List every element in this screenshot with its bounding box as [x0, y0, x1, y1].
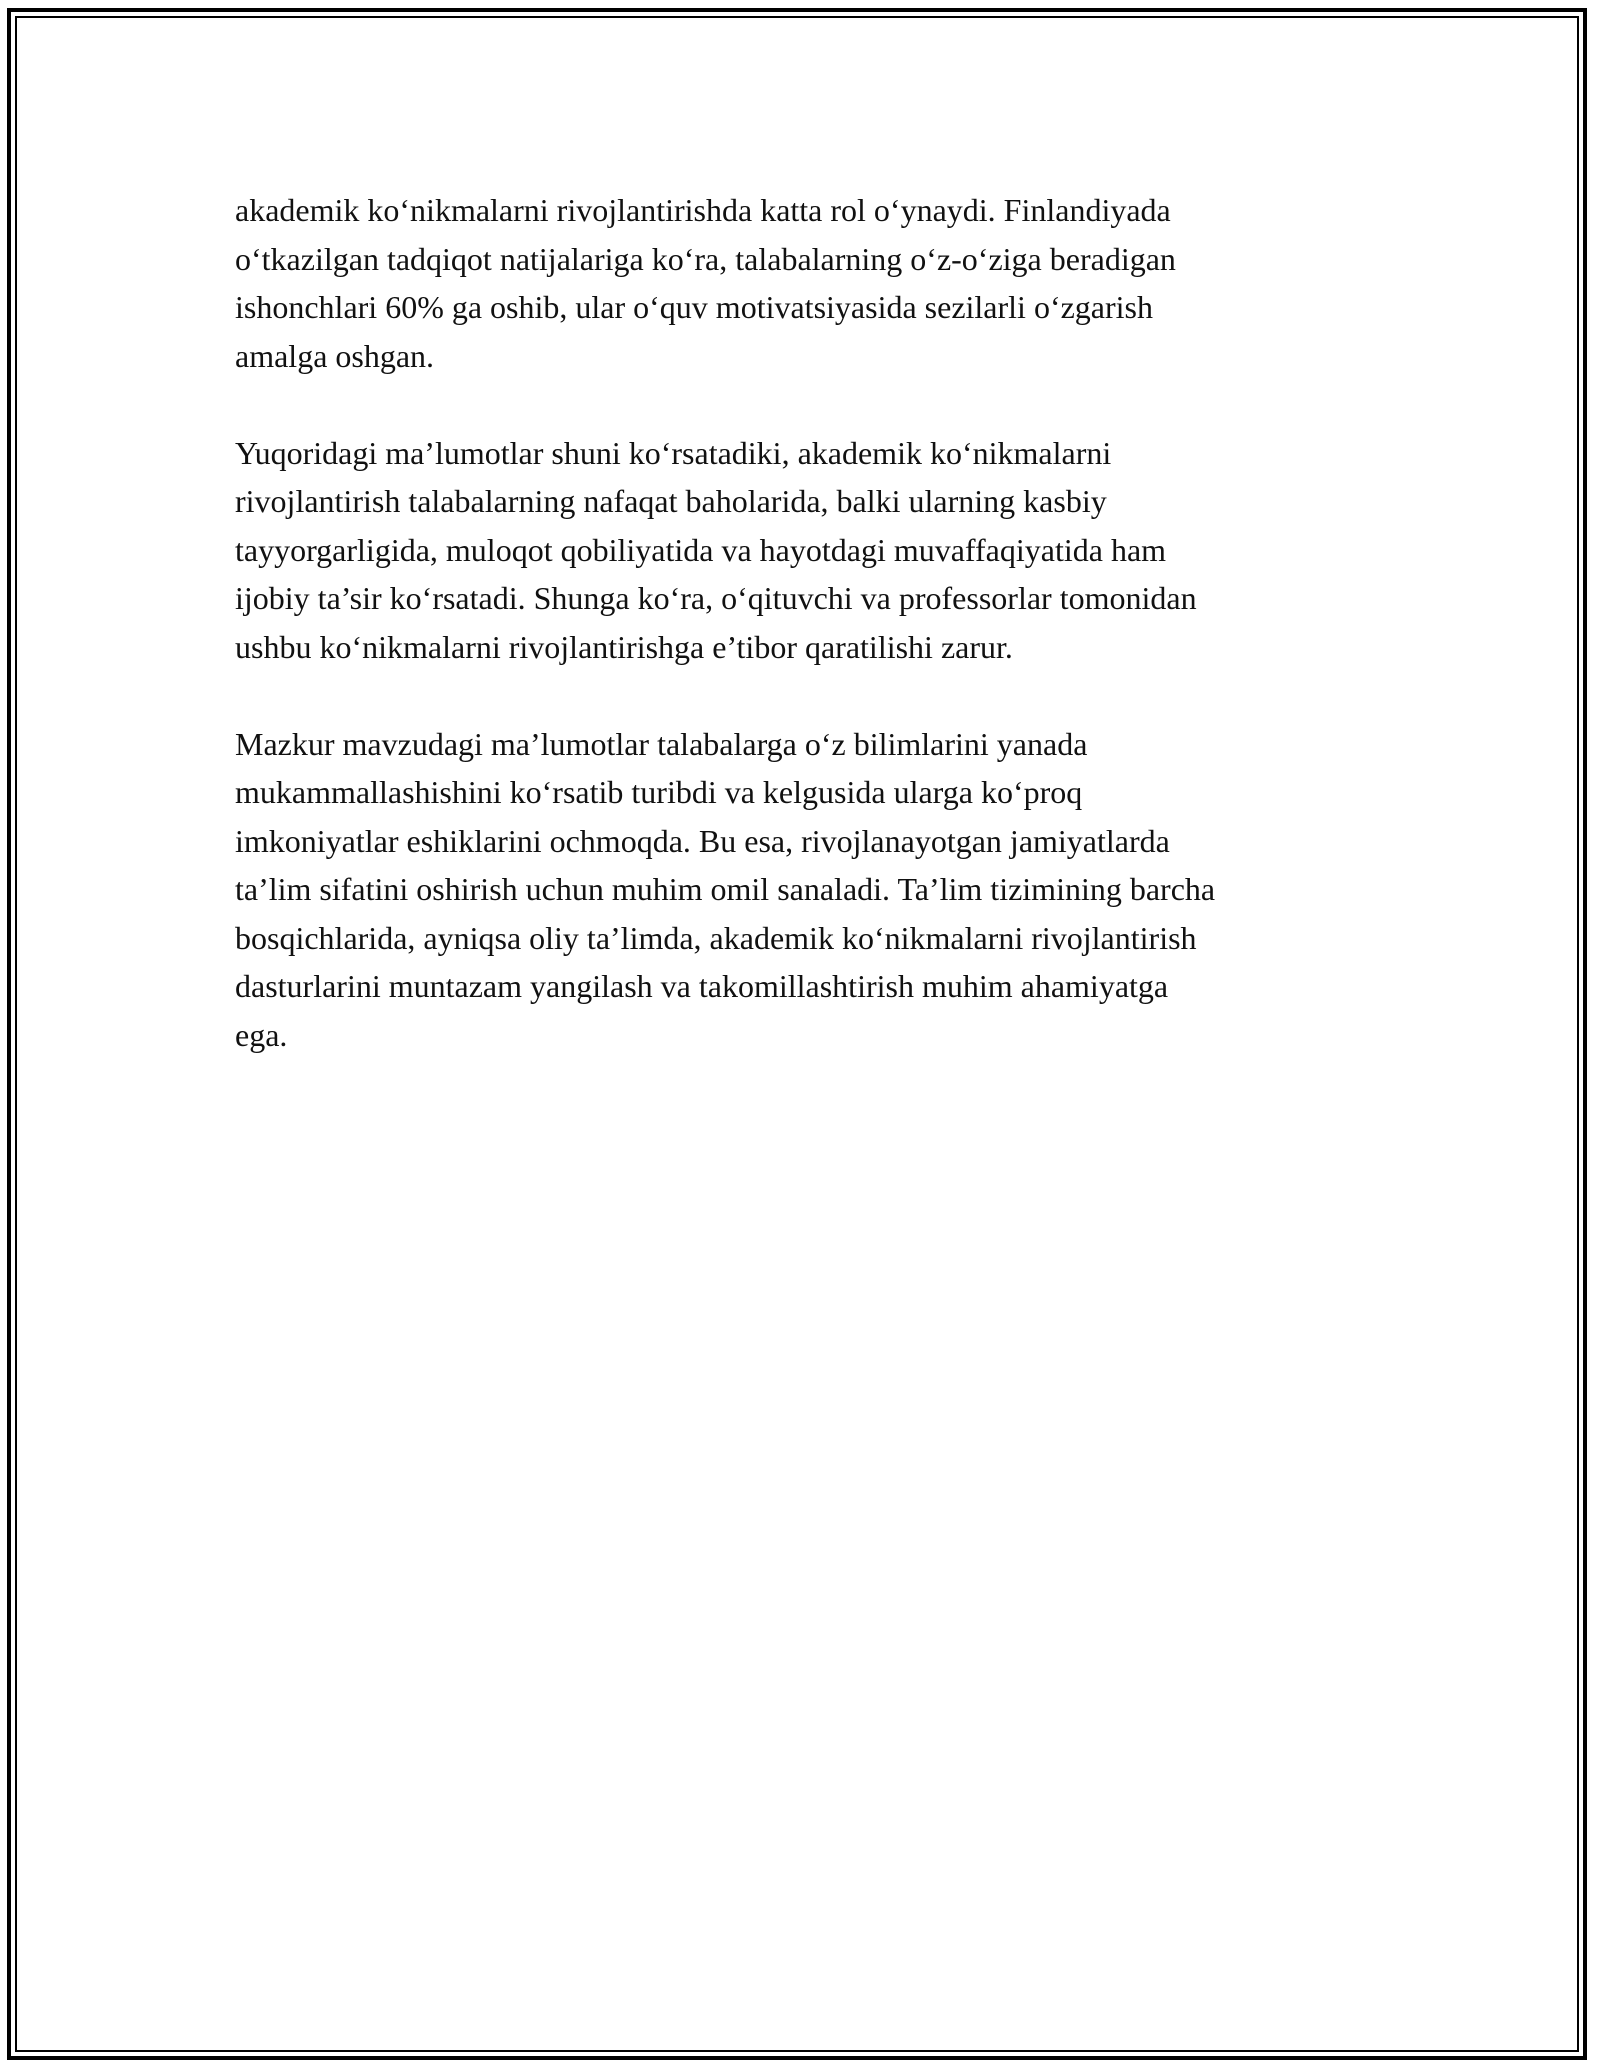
text-line: ishonchlari 60% ga oshib, ular o‘quv motivatsiyasida sezilarli o‘zgarish	[235, 289, 1153, 325]
text-line: imkoniyatlar eshiklarini ochmoqda. Bu esa, rivojlanayotgan jamiyatlarda	[235, 822, 1170, 859]
text-line: ijobiy ta’sir ko‘rsatadi. Shunga ko‘ra, o‘qituvchi va professorlar tomonidan	[235, 580, 1197, 616]
text-line: Mazkur mavzudagi ma’lumotlar talabalarga o‘z bilimlarini yanada	[235, 725, 1088, 762]
text-line: mukammallashishini ko‘rsatib turibdi va kelgusida ularga ko‘proq	[235, 774, 1083, 810]
paragraph-2	[235, 429, 1375, 672]
text-line: o‘tkazilgan tadqiqot natijalariga ko‘ra, talabalarning o‘z-o‘ziga beradigan	[235, 240, 1176, 277]
text-line: bosqichlarida, ayniqsa oliy ta’limda, akademik ko‘nikmalarni rivojlantirish	[235, 919, 1197, 956]
text-line: ega.	[235, 1016, 288, 1053]
text-line: amalga oshgan.	[235, 337, 435, 374]
paragraph-3	[235, 720, 1375, 1060]
paragraph-1	[235, 186, 1375, 380]
text-line: Yuqoridagi ma’lumotlar shuni ko‘rsatadiki, akademik ko‘nikmalarni	[235, 434, 1112, 471]
text-line: tayyorgarligida, muloqot qobiliyatida va hayotdagi muvaffaqiyatida ham	[235, 531, 1167, 568]
text-line: ushbu ko‘nikmalarni rivojlantirishga e’tibor qaratilishi zarur.	[235, 628, 1013, 665]
text-line: rivojlantirish talabalarning nafaqat baholarida, balki ularning kasbiy	[235, 483, 1107, 519]
document-body	[235, 186, 1375, 1108]
text-line: ta’lim sifatini oshirish uchun muhim omil sanaladi. Ta’lim tizimining barcha	[235, 871, 1216, 907]
text-line: akademik ko‘nikmalarni rivojlantirishda katta rol o‘ynaydi. Finlandiyada	[235, 192, 1171, 228]
text-line: dasturlarini muntazam yangilash va takomillashtirish muhim ahamiyatga	[235, 968, 1169, 1004]
